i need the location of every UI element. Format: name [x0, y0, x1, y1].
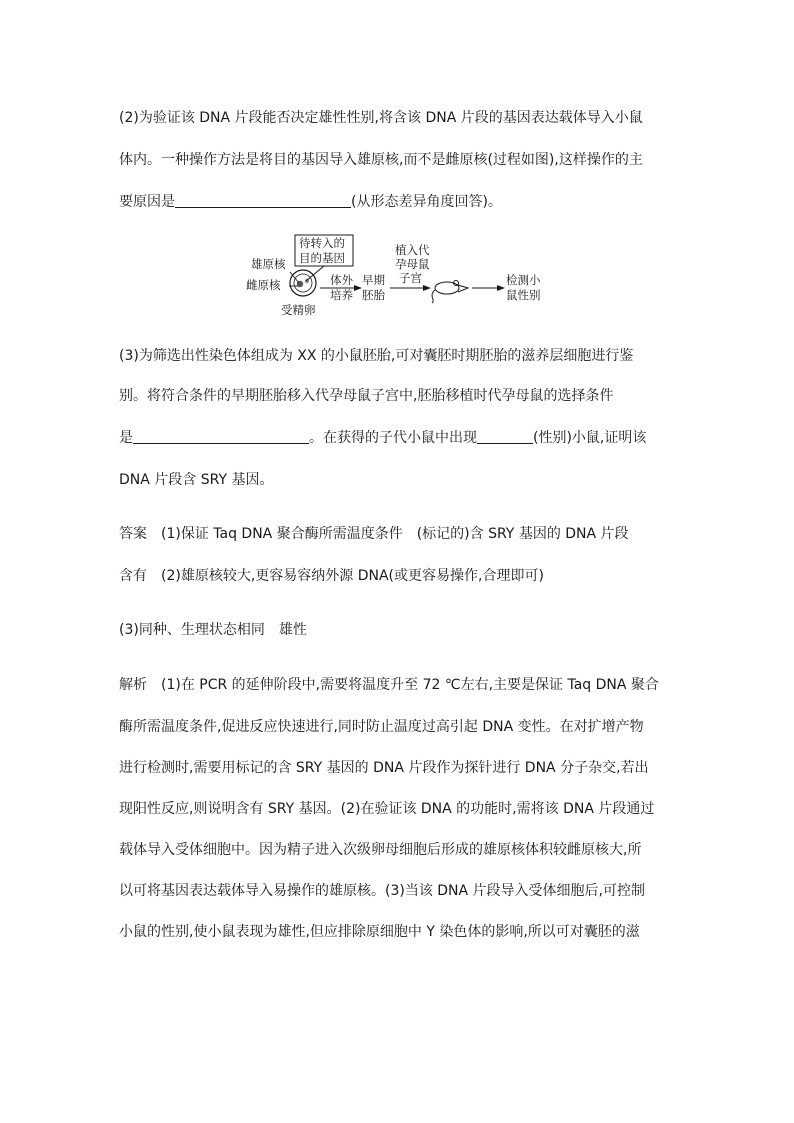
- question-2-line-2: 体内。一种操作方法是将目的基因导入雄原核,而不是雌原核(过程如图),这样操作的主: [119, 152, 643, 168]
- answer-text-2a: 含有: [119, 568, 147, 584]
- question-3-line-3-end: (性别)小鼠,证明该: [533, 430, 647, 446]
- male-nucleus-label: 雄原核: [251, 257, 286, 271]
- answer-text-1: (1)保证 Taq DNA 聚合酶所需温度条件: [161, 526, 403, 542]
- answer-line-2: [119, 566, 544, 586]
- answer-blank-2[interactable]: [133, 429, 309, 444]
- question-2-line-3: [119, 192, 502, 212]
- question-2-line-1: (2)为验证该 DNA 片段能否决定雄性性别,将含该 DNA 片段的基因表达载体导入小鼠: [119, 110, 643, 126]
- answer-text-2b: (2)雄原核较大,更容易容纳外源 DNA(或更容易操作,合理即可): [161, 568, 544, 584]
- implant-label-3: 子宫: [399, 271, 422, 285]
- implant-label-1: 植入代: [395, 243, 430, 257]
- analysis-line-2: 酶所需温度条件,促进反应快速进行,同时防止温度过高引起 DNA 变性。在对扩增产物: [119, 719, 644, 735]
- analysis-line-4: 现阳性反应,则说明含有 SRY 基因。(2)在验证该 DNA 的功能时,需将该 DNA 片段通过: [119, 801, 655, 817]
- analysis-line-1: [119, 675, 659, 695]
- analysis-line-3: 进行检测时,需要用标记的含 SRY 基因的 DNA 片段作为探针进行 DNA 分子杂交,若出: [119, 760, 649, 776]
- answer-line-1: [119, 524, 629, 544]
- question-3-line-4: DNA 片段含 SRY 基因。: [119, 472, 274, 488]
- question-3-line-3: [119, 428, 646, 448]
- analysis-line-7: 小鼠的性别,使小鼠表现为雄性,但应排除原细胞中 Y 染色体的影响,所以可对囊胚的滋: [119, 924, 640, 940]
- culture-label-1: 体外: [330, 273, 353, 287]
- answer-text-3b: 雄性: [278, 622, 307, 638]
- question-3-line-3-start: 是: [119, 430, 133, 446]
- question-3-line-3-middle: 。在获得的子代小鼠中出现: [309, 430, 477, 446]
- question-2-line-3-start: 要原因是: [119, 194, 175, 210]
- target-gene-label-2: 目的基因: [299, 251, 345, 265]
- fertilized-egg-icon: [290, 270, 316, 296]
- process-diagram: [240, 232, 560, 322]
- answer-blank-3[interactable]: [477, 429, 533, 444]
- early-embryo-label-2: 胚胎: [362, 288, 385, 302]
- fertilized-egg-label: 受精卵: [281, 303, 316, 317]
- analysis-line-6: 以可将基因表达载体导入易操作的雄原核。(3)当该 DNA 片段导入受体细胞后,可控制: [119, 883, 646, 899]
- implant-label-2: 孕母鼠: [395, 257, 430, 271]
- detect-label-1: 检测小: [506, 273, 541, 287]
- question-3-line-2: 别。将符合条件的早期胚胎移入代孕母鼠子宫中,胚胎移植时代孕母鼠的选择条件: [119, 388, 614, 404]
- answer-blank-1[interactable]: [175, 193, 351, 208]
- analysis-label: 解析: [119, 677, 147, 693]
- mouse-icon: [432, 281, 468, 304]
- culture-label-2: 培养: [330, 288, 353, 302]
- analysis-line-5: 载体导入受体细胞中。因为精子进入次级卵母细胞后形成的雄原核体积较雌原核大,所: [119, 842, 642, 858]
- target-gene-label-1: 待转入的: [299, 236, 345, 250]
- answer-label: 答案: [119, 526, 147, 542]
- answer-line-3: [119, 620, 307, 640]
- analysis-text-1: (1)在 PCR 的延伸阶段中,需要将温度升至 72 ℃左右,主要是保证 Taq DNA 聚合: [161, 677, 659, 693]
- question-3-line-1: (3)为筛选出性染色体组成为 XX 的小鼠胚胎,可对囊胚时期胚胎的滋养层细胞进行鉴: [119, 348, 634, 364]
- answer-text-3a: (3)同种、生理状态相同: [119, 622, 265, 638]
- answer-text-1b: (标记的)含 SRY 基因的 DNA 片段: [416, 526, 629, 542]
- detect-label-2: 鼠性别: [506, 288, 541, 302]
- question-2-line-3-end: (从形态差异角度回答)。: [351, 194, 502, 210]
- female-nucleus-label: 雌原核: [246, 278, 281, 292]
- early-embryo-label-1: 早期: [362, 273, 385, 287]
